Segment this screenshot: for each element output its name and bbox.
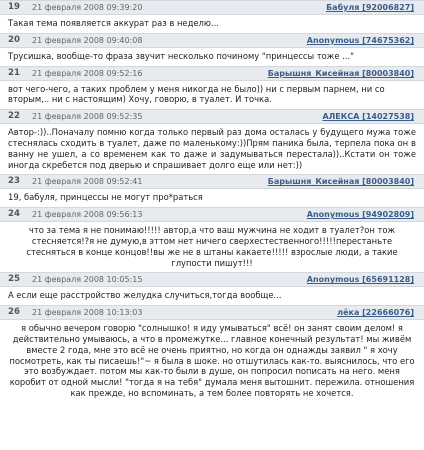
comment-header <box>0 305 424 320</box>
comment-header <box>0 207 424 222</box>
comment-header <box>0 174 424 189</box>
comment-number: 26 <box>8 307 20 318</box>
comment-author-link[interactable]: Барышня_Кисейная [80003840] <box>267 68 414 78</box>
comment-text: Автор-:))..Поначалу помню когда только первый раз дома осталась у будущего мужа тоже стеснялась сходить в туалет, даже по маленькому:))Прям паника была, терпела пока он в ванну не ушел, а со временем как то даже и задумываться перестала))..Кстати он тоже иногда скребется под дверью и спрашивает долго еще или нет:)) <box>8 127 416 170</box>
comment-header <box>0 33 424 48</box>
comment-text: Такая тема появляется аккурат раз в неделю... <box>8 18 219 28</box>
comment-post-20 <box>0 33 424 66</box>
comment-date: 21 февраля 2008 09:52:41 <box>32 177 143 187</box>
comment-author-link[interactable]: Барышня_Кисейная [80003840] <box>267 177 414 187</box>
comment-author-link[interactable]: Anonymous [65691128] <box>306 275 414 285</box>
comment-author-link[interactable]: АЛЕКСА [14027538] <box>322 112 414 122</box>
comment-post-25 <box>0 272 424 305</box>
comment-number: 25 <box>8 274 20 285</box>
comment-text: Трусишка, вообще-то фраза звучит несколько починому "принцессы тоже ..." <box>8 50 355 61</box>
comment-date: 21 февраля 2008 09:52:16 <box>32 68 143 78</box>
comment-date: 21 февраля 2008 09:39:20 <box>32 3 143 12</box>
comment-header <box>0 0 424 15</box>
comment-author-link[interactable]: Anonymous [94902809] <box>306 210 414 220</box>
comment-author-link[interactable]: Anonymous [74675362] <box>306 35 414 45</box>
comment-number: 23 <box>8 176 20 187</box>
comment-number: 24 <box>8 209 20 220</box>
comment-header <box>0 272 424 287</box>
comment-post-24 <box>0 207 424 272</box>
comment-text: А если еще расстройство желудка случиться,тогда вообще... <box>8 290 282 301</box>
comment-date: 21 февраля 2008 10:13:03 <box>32 308 143 318</box>
comment-text: вот чего-чего, а таких проблем у меня никогда не было)) ни с первым парнем, ни со вторым,.. ни с настоящим) Хочу, говорю, в туалет. И точка. <box>8 83 385 105</box>
comment-date: 21 февраля 2008 09:52:35 <box>32 112 143 122</box>
comment-text: 19, бабуля, принцессы не могут про*раться <box>8 192 203 203</box>
comment-post-22 <box>0 109 424 174</box>
comment-date: 21 февраля 2008 10:05:15 <box>32 275 143 285</box>
comment-author-link[interactable]: Бабуля [92006827] <box>326 3 414 12</box>
comment-number: 21 <box>8 67 20 78</box>
comment-author-link[interactable]: лёка [22666076] <box>337 308 414 318</box>
comment-post-21 <box>0 66 424 110</box>
comment-date: 21 февраля 2008 09:56:13 <box>32 210 143 220</box>
comment-text: я обычно вечером говорю "солнышко! я иду умываться" всё! он занят своим делом! я действительно умываюсь, а что в промежутке... главное конечный результат! мы живём вместе 2 года, мне это всё не очень приятно, но когда он однажды заявил " я хочу посмотреть, как ты писаешь!"~ я была в шоке. но отшутилась как-то. выяснилось, что его это возбуждает. потом мы как-то были в душе, он попросил пописать на него. меня коробит от одной мысли! "тогда я на тебя" думала меня вытошнит. пережила. отношения как прежде, но вспоминать, а тем более повторять не хочется. <box>9 323 415 398</box>
comment-post-23 <box>0 174 424 207</box>
comment-header <box>0 66 424 81</box>
comment-post-19 <box>0 0 424 33</box>
comment-text: что за тема я не понимаю!!!!! автор,а что ваш мужчина не ходит в туалет?он тож стесняется!?я не думую,в эттом нет ничего сверхестественного!!!!!перестаньте стесняться в конце концов!!вы же не в штаны какаете!!!!! взрослые люди, а такие глупости пишут!!! <box>26 225 398 268</box>
comment-header <box>0 109 424 124</box>
comment-number: 19 <box>8 2 20 12</box>
comment-number: 22 <box>8 111 20 122</box>
comment-post-26 <box>0 305 424 403</box>
comment-date: 21 февраля 2008 09:40:08 <box>32 35 143 45</box>
comment-number: 20 <box>8 34 20 45</box>
